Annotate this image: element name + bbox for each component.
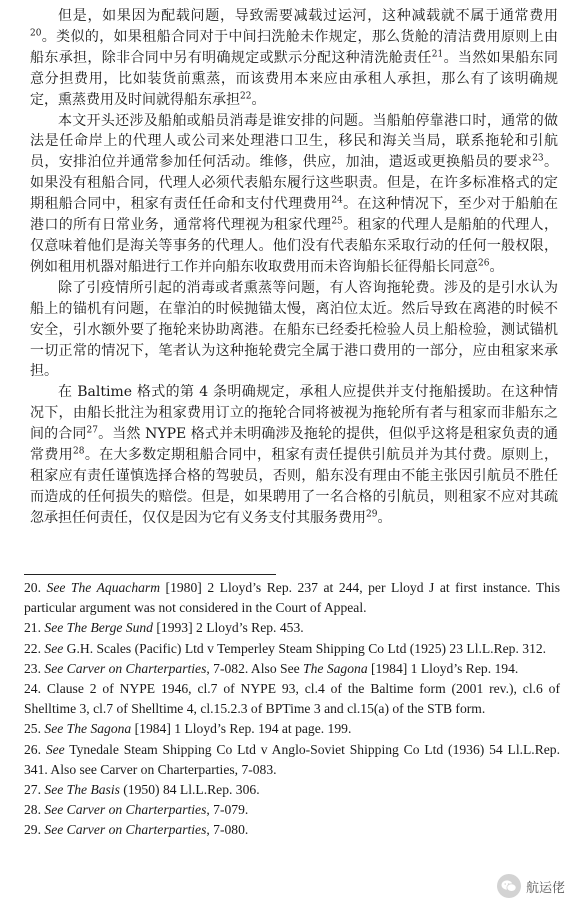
text-run: (1950) 84 Ll.L.Rep. 306. (119, 782, 260, 798)
text-run: 29. (24, 822, 45, 838)
text-run: 但是，如果因为配载问题，导致需要减载过运河，这种减载就不属于通常费用 (58, 8, 558, 24)
text-run: [1993] 2 Lloyd’s Rep. 453. (152, 620, 304, 636)
text-run: [1980] 2 Lloyd’s Rep. 237 at 244, per Lloyd J at first instance. This particular argument was not considered in the Court of Appeal. (24, 580, 560, 616)
footnote (24, 659, 560, 679)
paragraph (30, 278, 558, 383)
text-run: 。当然 NYPE 格式并未明确涉及拖轮的提供，但似乎这将是租家负责的通常费用 (30, 426, 559, 464)
text-run: 20. (24, 580, 47, 595)
text-run: 。 (489, 258, 504, 275)
text-run: [1984] 1 Lloyd’s Rep. 194 at page. 199. (131, 721, 352, 737)
footnote (24, 800, 560, 820)
text-run: 。在大多数定期租船合同中，租家有责任提供引航员并为其付费。原则上，租家应有责任谨慎选择合格的驾驶员，否则，船东没有理由不能主张因引航员不胜任而造成的任何损失的赔偿。但是，如果聘用了一名合格的引航员，则租家不应对其疏忽承担任何责任，仅仅是因为它有义务支付其服务费用 (30, 447, 558, 526)
footnote-ref: 25 (331, 216, 343, 227)
text-run: [1984] 1 Lloyd’s Rep. 194. (367, 660, 519, 676)
italic-text: See Carver on Charterparties (44, 660, 207, 676)
italic-text: See The Basis (44, 782, 120, 798)
text-run: 28. (24, 802, 45, 818)
text-run: 23. (24, 660, 45, 676)
footnote-ref: 22 (240, 90, 252, 101)
paragraph (30, 6, 558, 111)
paragraph (30, 382, 558, 528)
text-run: 。 (251, 91, 266, 108)
footnote (24, 618, 560, 638)
footnote (24, 719, 560, 739)
italic-text: See (44, 640, 64, 656)
italic-text: See The Sagona (44, 721, 132, 737)
footnote-ref: 24 (331, 195, 343, 206)
wechat-icon (497, 874, 521, 898)
footnote (24, 639, 560, 659)
text-run: 。在这种情况下，至少对于船舶在港口的所有日常业务，通常将代理视为租家代理 (30, 196, 559, 234)
text-run: 24. Clause 2 of NYPE 1946, cl.7 of NYPE 93, cl.4 of the Baltime form (2001 rev.), cl.6 of Shelltime 3, cl.7 of Shelltime 4, cl.15.2.3 of BPTime 3 and cl.15(a) of the STB form. (24, 681, 560, 717)
italic-text: See Carver on Charterparties (44, 822, 207, 838)
footnote-ref: 29 (366, 509, 378, 520)
paragraph (30, 111, 558, 278)
text-run: 22. (24, 640, 45, 656)
footnote-ref: 23 (532, 153, 544, 164)
text-run: 。 (377, 509, 392, 526)
text-run: 21. (24, 620, 45, 636)
text-run: 25. (24, 721, 45, 737)
text-run: , 7-080. (206, 822, 249, 838)
text-run: 。类似的，如果租船合同对于中间扫洗舱未作规定，那么货舱的清洁费用原则上由船东承担，除非合同中另有明确规定或默示分配这种清洗舱责任 (30, 28, 558, 66)
footnote (24, 679, 560, 719)
footnote-ref: 27 (86, 425, 98, 436)
text-run: , 7-079. (206, 802, 249, 818)
text-run: 26. (24, 741, 46, 757)
text-run: 。当然如果船东同意分担费用，比如装货前熏蒸，而该费用本来应由承租人承担，那么有了该明确规定，熏蒸费用及时间就得船东承担 (30, 49, 559, 108)
footnotes (24, 578, 560, 841)
text-run: 除了引疫情所引起的消毒或者熏蒸等问题，有人咨询拖轮费。涉及的是引水认为船上的锚机有问题，在靠泊的时候抛锚太慢，离泊位太近。然后导致在离港的时候不安全，引水额外要了拖轮来协助离港。在船东已经委托检验人员上船检验，测试锚机一切正常的情况下，笔者认为这种拖轮费完全属于港口费用的一部分，应由租家来承担。 (30, 279, 558, 380)
footnote-divider (24, 574, 276, 575)
footnote (24, 780, 560, 800)
italic-text: See (45, 741, 65, 757)
article-body (30, 6, 558, 529)
watermark (497, 874, 565, 898)
footnote-ref: 26 (478, 258, 490, 269)
text-run: Tynedale Steam Shipping Co Ltd v Anglo-Soviet Shipping Co Ltd (1936) 54 Ll.L.Rep. 341. Also see Carver on Charterparties, 7-083. (24, 741, 560, 777)
italic-text: See The Aquacharm (46, 580, 161, 595)
footnote (24, 740, 560, 780)
text-run: G.H. Scales (Pacific) Ltd v Temperley Steam Shipping Co Ltd (1925) 23 Ll.L.Rep. 312. (63, 640, 547, 656)
text-run: 。租家的代理人是船舶的代理人，仅意味着他们是海关等事务的代理人。他们没有代表船东采取行动的任何一般权限，例如租用机器对船进行工作并向船东收取费用而未咨询船长征得船长同意 (30, 217, 559, 275)
text-run: 。如果没有租船合同，代理人必须代表船东履行这些职责。但是，在许多标准格式的定期租船合同中，租家有责任任命和支付代理费用 (30, 154, 559, 213)
text-run: 在 Baltime 格式的第 4 条明确规定，承租人应提供并支付拖船援助。在这种情况下，由船长批注为租家费用订立的拖轮合同将被视为拖轮所有者与租家而非船东之间的合同 (30, 384, 558, 443)
footnote-ref: 20 (30, 28, 42, 39)
text-run: , 7-082. Also See (206, 660, 304, 676)
text-run: 27. (24, 782, 45, 798)
italic-text: See Carver on Charterparties (44, 802, 207, 818)
italic-text: See The Berge Sund (44, 620, 153, 636)
footnote-ref: 28 (73, 446, 85, 457)
footnote (24, 820, 560, 840)
footnote-ref: 21 (431, 49, 444, 60)
footnote (24, 578, 560, 618)
watermark-text: 航运佬 (525, 880, 565, 896)
italic-text: The Sagona (303, 660, 368, 676)
text-run: 本文开头还涉及船舶或船员消毒是谁安排的问题。当船舶停靠港口时，通常的做法是任命岸上的代理人或公司来处理港口卫生，移民和海关当局，联系拖轮和引航员，安排泊位并通常参加任何活动。维修，供应，加油，遣返或更换船员的要求 (30, 112, 558, 171)
